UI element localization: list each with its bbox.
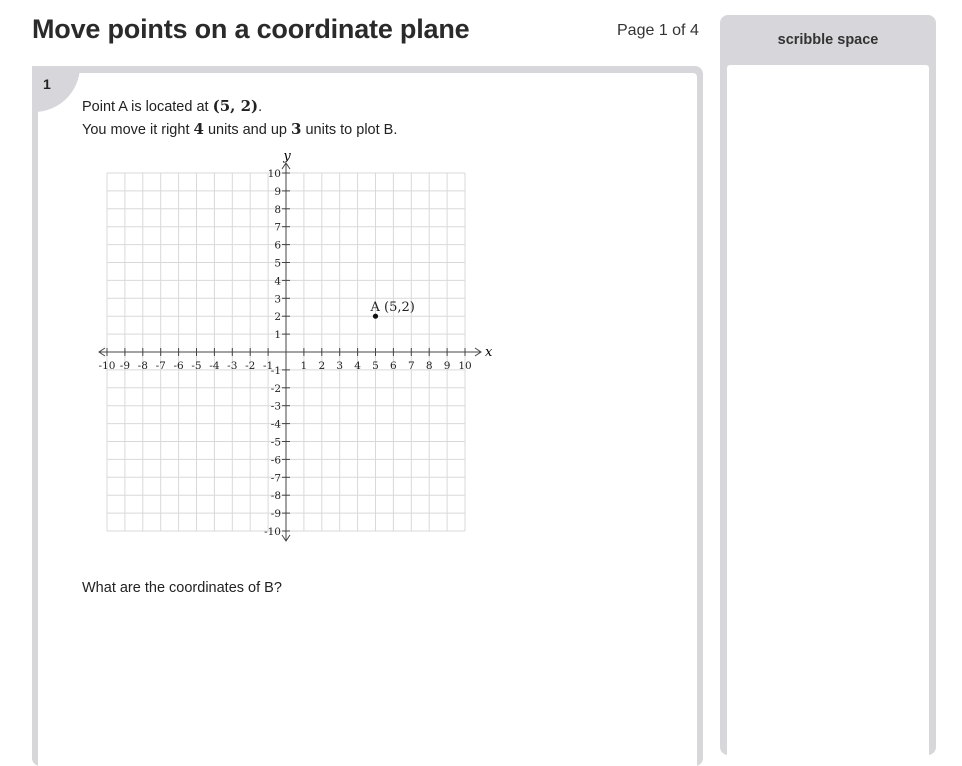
point-a-coordinates: (5, 2): [212, 97, 259, 115]
question-line-2-middle: units and up: [203, 122, 292, 138]
x-tick-label: -6: [173, 360, 184, 372]
question-line-2-suffix: units to plot B.: [301, 122, 398, 138]
x-tick-label: -4: [209, 360, 220, 372]
y-tick-label: -7: [270, 472, 281, 485]
point-a-label: A (5,2): [370, 300, 415, 316]
y-tick-label: 10: [267, 168, 281, 180]
y-tick-label: -1: [270, 364, 281, 377]
y-tick-label: -4: [270, 418, 281, 431]
x-tick-label: 9: [443, 360, 451, 372]
x-tick-label: 7: [407, 360, 415, 372]
y-tick-label: -10: [264, 526, 281, 538]
y-axis-label: y: [283, 149, 291, 164]
question-number: 1: [43, 76, 51, 92]
question-line-1: [82, 95, 397, 118]
y-tick-label: 8: [274, 203, 281, 216]
y-tick-label: -6: [270, 454, 281, 467]
x-tick-label: 2: [318, 360, 326, 372]
y-tick-label: -8: [270, 490, 281, 503]
x-tick-label: 10: [458, 360, 472, 372]
y-tick-label: 6: [274, 239, 281, 252]
x-tick-label: -1: [262, 360, 274, 372]
coordinate-plane: [94, 149, 494, 538]
axes: [99, 163, 481, 541]
x-tick-label: 4: [354, 360, 361, 372]
x-tick-label: 6: [390, 360, 397, 372]
y-tick-label: -5: [270, 436, 281, 449]
question-line-2-prefix: You move it right: [82, 122, 194, 138]
question-card: [32, 66, 703, 766]
question-text: [82, 95, 397, 141]
question-number-badge: [32, 66, 80, 112]
y-tick-label: 1: [274, 329, 281, 342]
question-line-1-suffix: .: [258, 99, 263, 115]
question-line-1-prefix: Point A is located at: [82, 99, 213, 115]
y-tick-label: 9: [274, 185, 281, 198]
x-tick-label: 5: [372, 360, 379, 372]
y-tick-label: -3: [270, 400, 281, 413]
x-tick-label: 8: [425, 360, 433, 372]
scribble-title: scribble space: [777, 32, 879, 48]
x-tick-label: -9: [119, 360, 131, 372]
tick-labels: [99, 168, 472, 538]
y-tick-label: 7: [274, 221, 281, 234]
y-tick-label: -9: [270, 508, 281, 521]
y-tick-label: 2: [274, 311, 281, 324]
x-axis-label: x: [485, 345, 493, 360]
question-prompt: What are the coordinates of B?: [82, 580, 282, 596]
x-tick-label: -7: [155, 360, 166, 372]
x-tick-label: -3: [227, 360, 238, 372]
x-tick-label: 3: [336, 360, 344, 372]
x-tick-label: 1: [300, 360, 308, 372]
y-tick-label: 5: [274, 257, 281, 270]
scribble-canvas[interactable]: [727, 65, 929, 755]
x-tick-label: -10: [98, 360, 116, 372]
units-right: 4: [193, 120, 204, 138]
y-tick-label: 4: [274, 275, 281, 288]
page-title: Move points on a coordinate plane: [32, 14, 470, 44]
page-indicator: Page 1 of 4: [617, 22, 699, 39]
x-tick-label: -2: [245, 360, 256, 372]
y-tick-label: 3: [274, 293, 281, 306]
scribble-panel: [720, 15, 936, 755]
question-line-2: [82, 118, 397, 141]
x-tick-label: -5: [191, 360, 202, 372]
units-up: 3: [291, 120, 302, 138]
question-content: [38, 73, 697, 766]
y-tick-label: -2: [270, 382, 281, 395]
x-tick-label: -8: [137, 360, 148, 372]
